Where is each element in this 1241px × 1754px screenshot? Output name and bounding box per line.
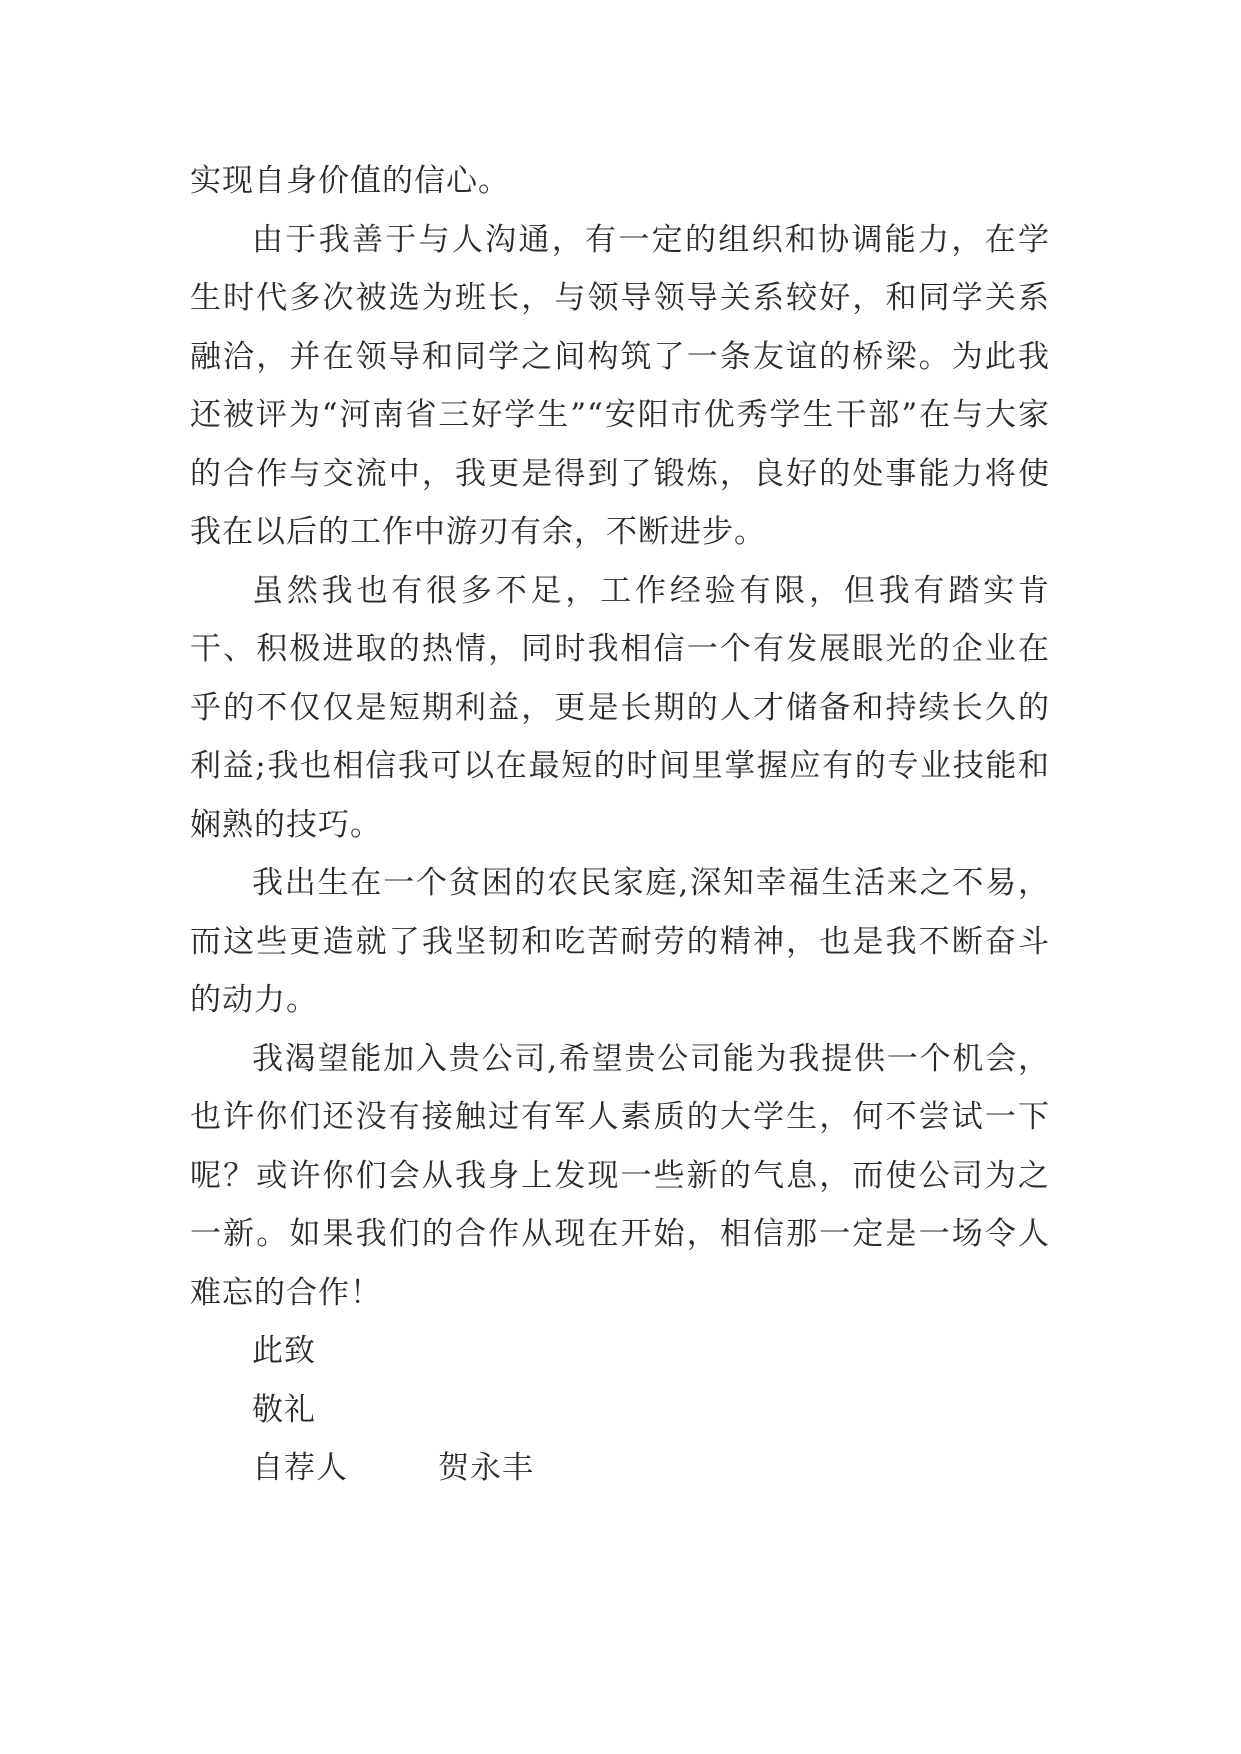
- signer-label: 自荐人: [252, 1450, 348, 1486]
- letter-body: [190, 152, 1050, 1498]
- paragraph-shortcomings: 虽然我也有很多不足，工作经验有限，但我有踏实肯干、积极进取的热情，同时我相信一个有发展眼光的企业在乎的不仅仅是短期利益，更是长期的人才储备和持续长久的利益;我也相信我可以在最短的时间里掌握应有的专业技能和娴熟的技巧。: [190, 572, 1050, 843]
- closing-regards: 敬礼: [252, 1391, 316, 1428]
- closing-salutation: 此致: [252, 1333, 316, 1369]
- paragraph-continuation: 实现自身价值的信心。: [190, 163, 510, 199]
- paragraph-communication: 由于我善于与人沟通，有一定的组织和协调能力，在学生时代多次被选为班长，与领导领导关系较好，和同学关系融洽，并在领导和同学之间构筑了一条友谊的桥梁。为此我还被评为“河南省三好学生”“安阳市优秀学生干部”在与大家的合作与交流中，我更是得到了锻炼，良好的处事能力将使我在以后的工作中游刃有余，不断进步。: [190, 221, 1050, 550]
- signer-name: 贺永丰: [438, 1450, 534, 1486]
- paragraph-request: 我渴望能加入贵公司,希望贵公司能为我提供一个机会，也许你们还没有接触过有军人素质的大学生，何不尝试一下呢？或许你们会从我身上发现一些新的气息，而使公司为之一新。如果我们的合作从现在开始，相信那一定是一场令人难忘的合作！: [190, 1040, 1050, 1311]
- paragraph-background: 我出生在一个贫困的农民家庭,深知幸福生活来之不易，而这些更造就了我坚韧和吃苦耐劳的精神，也是我不断奋斗的动力。: [190, 865, 1050, 1018]
- signature-line: [190, 1439, 1050, 1498]
